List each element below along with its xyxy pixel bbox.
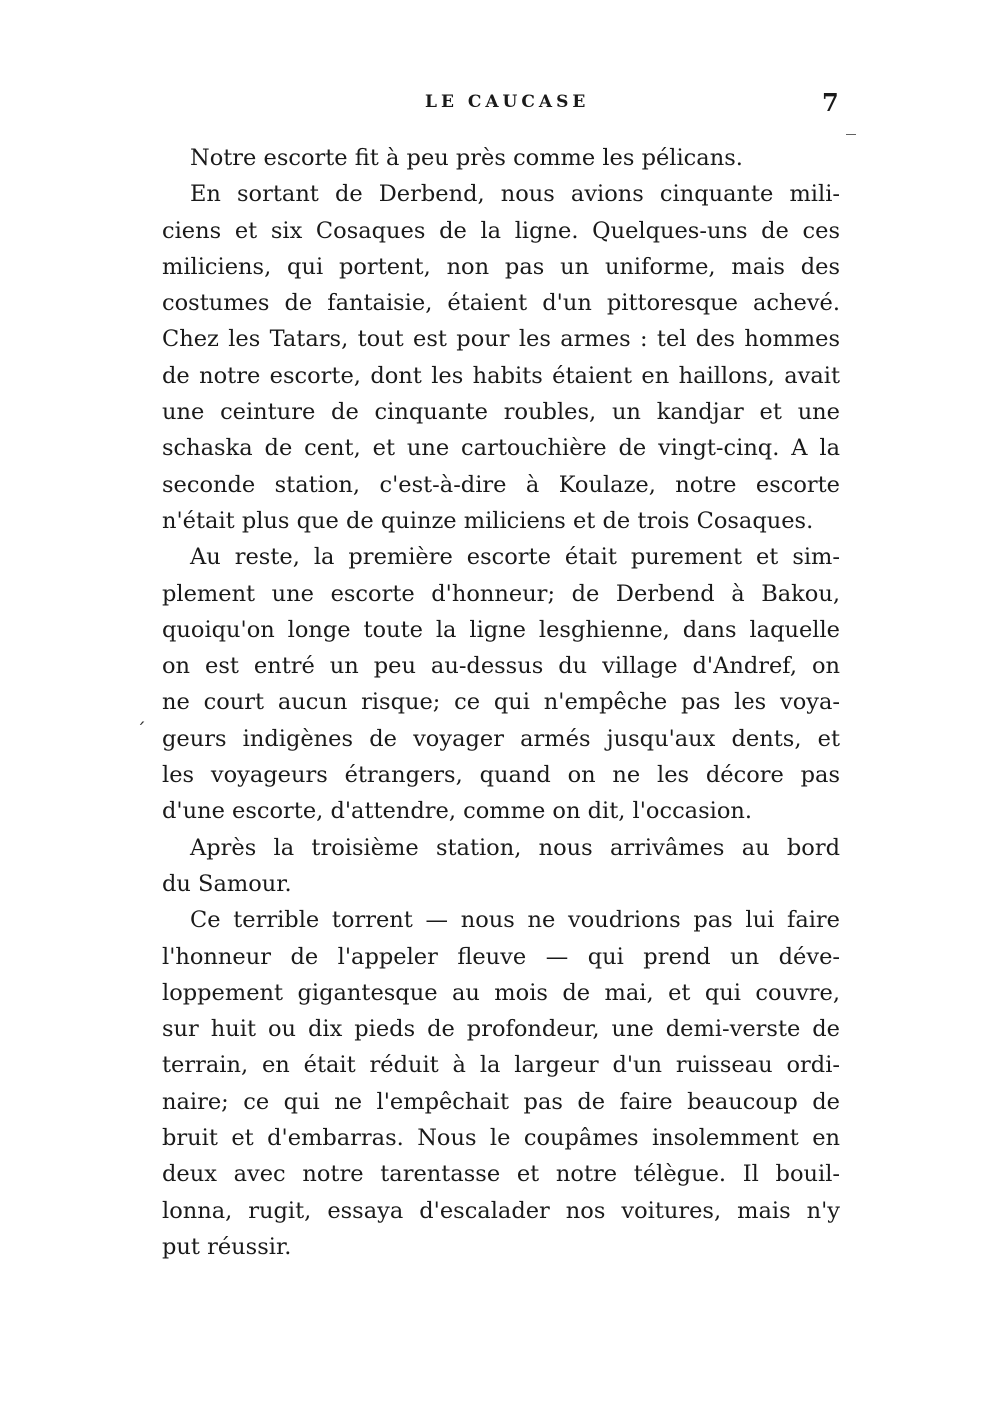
text-line: schaska de cent, et une cartouchière de vingt-cinq. A la: [162, 435, 840, 462]
body-text: [162, 140, 840, 1265]
text-line: quoiqu'on longe toute la ligne lesghienne, dans laquelle: [162, 616, 840, 643]
text-line: put réussir.: [162, 1233, 292, 1260]
text-line: naire; ce qui ne l'empêchait pas de faire beaucoup de: [162, 1088, 840, 1115]
text-line: costumes de fantaisie, étaient d'un pittoresque achevé.: [162, 290, 840, 317]
text-line: terrain, en était réduit à la largeur d'un ruisseau ordi-: [162, 1052, 840, 1079]
page-number: 7: [822, 88, 839, 117]
text-line: bruit et d'embarras. Nous le coupâmes insolemment en: [162, 1125, 840, 1152]
text-line: ciens et six Cosaques de la ligne. Quelques-uns de ces: [162, 217, 840, 244]
text-line: n'était plus que de quinze miliciens et de trois Cosaques.: [162, 507, 814, 534]
running-head: [0, 88, 1000, 122]
text-line: loppement gigantesque au mois de mai, et qui couvre,: [162, 979, 840, 1006]
margin-dash-mark: ‾: [846, 130, 856, 154]
text-line: les voyageurs étrangers, quand on ne les décore pas: [162, 762, 840, 789]
text-line: geurs indigènes de voyager armés jusqu'aux dents, et: [162, 725, 840, 752]
text-line: l'honneur de l'appeler fleuve — qui prend un déve-: [162, 943, 840, 970]
text-line: seconde station, c'est-à-dire à Koulaze, notre escorte: [162, 471, 840, 498]
text-line: lonna, rugit, essaya d'escalader nos voitures, mais n'y: [162, 1197, 840, 1224]
text-line: on est entré un peu au-dessus du village d'Andref, on: [162, 653, 840, 680]
text-line: plement une escorte d'honneur; de Derbend à Bakou,: [162, 580, 840, 607]
text-line: Chez les Tatars, tout est pour les armes : tel des hommes: [162, 326, 840, 353]
running-title: LE CAUCASE: [425, 92, 590, 112]
text-line: miliciens, qui portent, non pas un uniforme, mais des: [162, 253, 840, 280]
text-line: d'une escorte, d'attendre, comme on dit, l'occasion.: [162, 798, 753, 825]
text-line: deux avec notre tarentasse et notre télègue. Il bouil-: [162, 1161, 840, 1188]
text-line: du Samour.: [162, 870, 292, 897]
text-line: de notre escorte, dont les habits étaient en haillons, avait: [162, 362, 840, 389]
text-line: une ceinture de cinquante roubles, un kandjar et une: [162, 399, 840, 426]
text-line: sur huit ou dix pieds de profondeur, une demi-verste de: [162, 1016, 840, 1043]
text-line: Après la troisième station, nous arrivâmes au bord: [190, 834, 840, 861]
text-line: ne court aucun risque; ce qui n'empêche pas les voya-: [162, 689, 840, 716]
text-line: Ce terrible torrent — nous ne voudrions pas lui faire: [190, 907, 840, 934]
margin-tick-mark: ˊ: [136, 718, 146, 742]
text-line: En sortant de Derbend, nous avions cinquante mili-: [190, 181, 840, 208]
text-line: Notre escorte fit à peu près comme les pélicans.: [190, 145, 743, 171]
text-line: Au reste, la première escorte était purement et sim-: [190, 544, 840, 571]
